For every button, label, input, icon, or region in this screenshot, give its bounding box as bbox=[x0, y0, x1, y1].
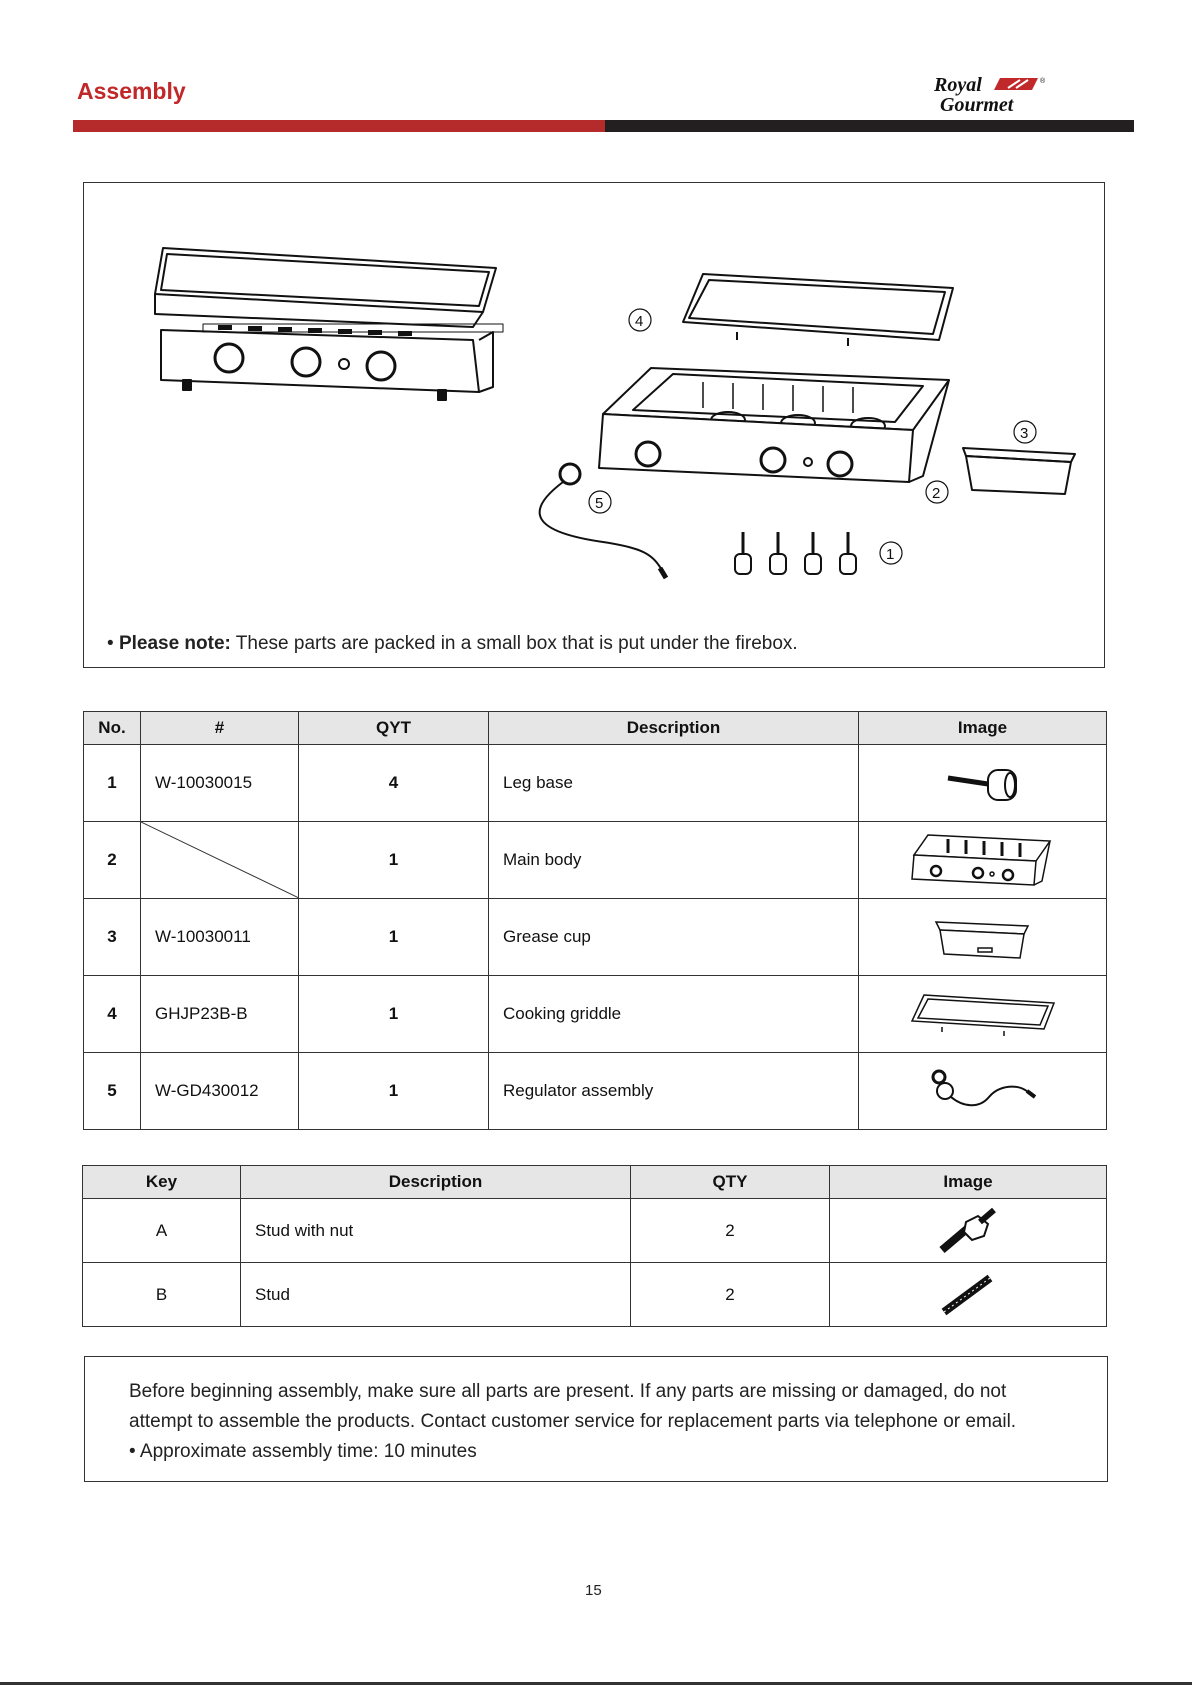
table-row bbox=[83, 1263, 1107, 1327]
assembly-info-box bbox=[84, 1356, 1108, 1482]
cell-qty: 1 bbox=[299, 1053, 489, 1130]
parts-table bbox=[83, 711, 1107, 1130]
brand-logo bbox=[928, 74, 1114, 114]
info-line-2: attempt to assemble the products. Contact customer service for replacement parts via telephone or email. bbox=[129, 1411, 1017, 1432]
cell-qty: 1 bbox=[299, 899, 489, 976]
table-row bbox=[84, 745, 1107, 822]
cell-no: 2 bbox=[84, 822, 141, 899]
header-description: Description bbox=[241, 1166, 631, 1199]
grease-cup-icon bbox=[928, 912, 1038, 962]
table-row bbox=[84, 976, 1107, 1053]
header-bar-dark bbox=[605, 120, 1134, 132]
leg-base-icon bbox=[938, 758, 1028, 808]
cell-part-number-empty bbox=[141, 822, 299, 899]
header-image: Image bbox=[830, 1166, 1107, 1199]
cell-description: Main body bbox=[489, 822, 859, 899]
cell-image bbox=[859, 899, 1107, 976]
cell-description: Stud with nut bbox=[241, 1199, 631, 1263]
cell-qty: 2 bbox=[631, 1199, 830, 1263]
info-line-1: Before beginning assembly, make sure all parts are present. If any parts are missing or damaged, do not bbox=[129, 1381, 1007, 1402]
note-bullet: • bbox=[107, 633, 114, 654]
hardware-table-header bbox=[83, 1166, 1107, 1199]
header-no: No. bbox=[84, 712, 141, 745]
cell-description: Stud bbox=[241, 1263, 631, 1327]
callout-2: 2 bbox=[932, 485, 941, 502]
cell-no: 3 bbox=[84, 899, 141, 976]
table-row bbox=[84, 822, 1107, 899]
cell-no: 5 bbox=[84, 1053, 141, 1130]
griddle-icon bbox=[908, 989, 1058, 1039]
cell-image bbox=[859, 976, 1107, 1053]
table-row bbox=[83, 1199, 1107, 1263]
assembled-griddle-illustration bbox=[155, 248, 503, 400]
info-line-3 bbox=[129, 1437, 1107, 1467]
main-body-illustration bbox=[599, 368, 949, 482]
svg-text:Gourmet: Gourmet bbox=[940, 94, 1014, 114]
cell-qty: 4 bbox=[299, 745, 489, 822]
header-part-number: # bbox=[141, 712, 299, 745]
svg-text:®: ® bbox=[1040, 78, 1046, 85]
hardware-table bbox=[82, 1165, 1107, 1327]
cell-description: Leg base bbox=[489, 745, 859, 822]
grease-cup-illustration bbox=[963, 448, 1075, 494]
cell-description: Grease cup bbox=[489, 899, 859, 976]
callout-5: 5 bbox=[595, 495, 604, 512]
cell-qty: 1 bbox=[299, 822, 489, 899]
table-row bbox=[84, 899, 1107, 976]
header-qty: QTY bbox=[631, 1166, 830, 1199]
stud-with-nut-icon bbox=[928, 1204, 1008, 1258]
exploded-parts-diagram bbox=[83, 182, 1105, 622]
regulator-illustration bbox=[540, 464, 666, 578]
main-body-icon bbox=[908, 827, 1058, 893]
header-bar-red bbox=[73, 120, 605, 132]
cell-image bbox=[830, 1263, 1107, 1327]
cell-part-number: GHJP23B-B bbox=[141, 976, 299, 1053]
leg-bases-illustration bbox=[735, 532, 856, 574]
parts-table-header bbox=[84, 712, 1107, 745]
packing-note bbox=[107, 633, 798, 655]
page-title: Assembly bbox=[77, 78, 186, 104]
cell-part-number: W-10030011 bbox=[141, 899, 299, 976]
cell-qty: 2 bbox=[631, 1263, 830, 1327]
cell-key: B bbox=[83, 1263, 241, 1327]
callout-4: 4 bbox=[635, 313, 644, 330]
cell-no: 4 bbox=[84, 976, 141, 1053]
callout-1: 1 bbox=[886, 546, 895, 563]
table-row bbox=[84, 1053, 1107, 1130]
callout-3: 3 bbox=[1020, 425, 1029, 442]
diagonal-slash bbox=[141, 822, 299, 898]
header-qyt: QYT bbox=[299, 712, 489, 745]
cell-image bbox=[859, 745, 1107, 822]
cell-description: Cooking griddle bbox=[489, 976, 859, 1053]
info-bullet: • bbox=[129, 1441, 136, 1462]
header-key: Key bbox=[83, 1166, 241, 1199]
cell-key: A bbox=[83, 1199, 241, 1263]
header-description: Description bbox=[489, 712, 859, 745]
header-image: Image bbox=[859, 712, 1107, 745]
cell-image bbox=[830, 1199, 1107, 1263]
info-assembly-time: Approximate assembly time: 10 minutes bbox=[139, 1441, 477, 1462]
cell-qty: 1 bbox=[299, 976, 489, 1053]
cell-image bbox=[859, 822, 1107, 899]
svg-text:Royal: Royal bbox=[934, 74, 982, 96]
cell-image bbox=[859, 1053, 1107, 1130]
griddle-plate-illustration bbox=[683, 274, 953, 346]
cell-part-number: W-GD430012 bbox=[141, 1053, 299, 1130]
cell-part-number: W-10030015 bbox=[141, 745, 299, 822]
regulator-icon bbox=[923, 1063, 1043, 1119]
stud-icon bbox=[928, 1270, 1008, 1320]
note-text: These parts are packed in a small box that is put under the firebox. bbox=[230, 633, 798, 654]
note-bold-label: Please note: bbox=[118, 633, 231, 654]
cell-no: 1 bbox=[84, 745, 141, 822]
cell-description: Regulator assembly bbox=[489, 1053, 859, 1130]
page-number: 15 bbox=[585, 1582, 602, 1599]
